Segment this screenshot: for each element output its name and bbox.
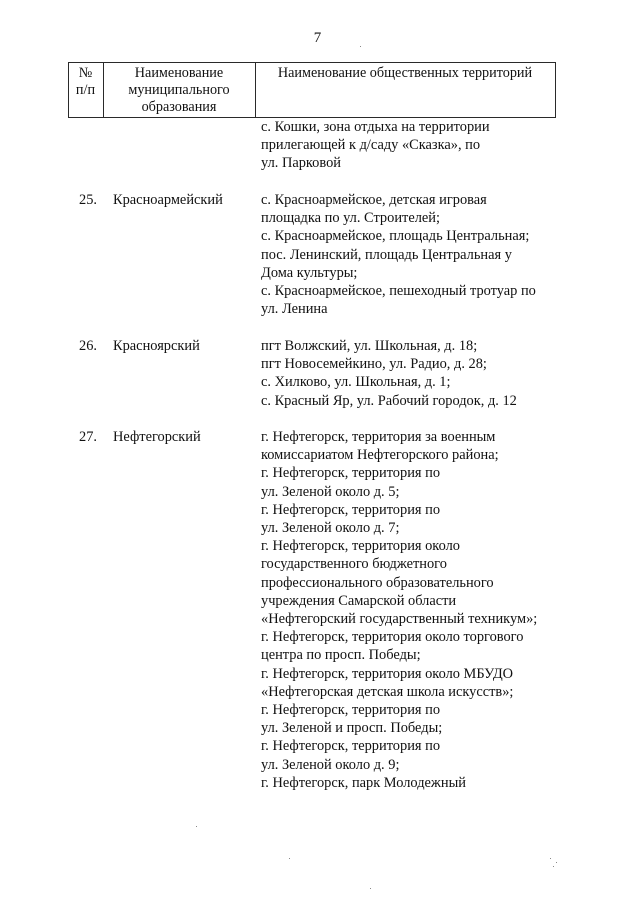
scan-speck	[553, 866, 554, 867]
header-col-number-line: №	[78, 65, 93, 81]
scan-speck	[556, 862, 557, 863]
header-col-municipality-line: муниципального	[128, 82, 230, 98]
territory-line: с. Хилково, ул. Школьная, д. 1;	[261, 374, 451, 391]
territory-line: с. Красноармейское, площадь Центральная;	[261, 228, 530, 245]
territory-line: пгт Волжский, ул. Школьная, д. 18;	[261, 338, 478, 354]
header-border-right	[555, 62, 556, 118]
territory-line: с. Красный Яр, ул. Рабочий городок, д. 12	[261, 392, 517, 409]
territory-line: ул. Зеленой и просп. Победы;	[261, 720, 443, 737]
territory-line: г. Нефтегорск, территория по	[261, 738, 441, 755]
header-col-municipality-line: образования	[141, 99, 217, 115]
territory-line: ул. Зеленой около д. 9;	[261, 756, 400, 773]
territory-line: прилегающей к д/саду «Сказка», по	[261, 137, 481, 154]
header-col-territories	[255, 65, 555, 82]
territory-line: «Нефтегорская детская школа искусств»;	[261, 683, 514, 700]
row-number: 25.	[79, 192, 97, 208]
territory-line: профессионального образовательного	[261, 574, 494, 591]
table-header	[68, 62, 556, 118]
territory-line: комиссариатом Нефтегорского района;	[261, 447, 499, 464]
row-municipality: Красноармейский	[113, 192, 223, 208]
territory-line: площадка по ул. Строителей;	[261, 210, 440, 227]
territory-line: пгт Новосемейкино, ул. Радио, д. 28;	[261, 356, 487, 373]
territory-line: ул. Зеленой около д. 5;	[261, 483, 400, 500]
header-col-municipality-line: Наименование	[134, 65, 224, 81]
header-col-municipality	[103, 65, 255, 116]
territory-line: г. Нефтегорск, территория по	[261, 702, 441, 719]
territory-line: г. Нефтегорск, территория за военным	[261, 429, 496, 445]
header-col-number-line: п/п	[75, 82, 96, 98]
row-municipality: Красноярский	[113, 338, 200, 354]
territory-line: с. Красноармейское, пешеходный тротуар по	[261, 283, 536, 300]
row-municipality: Нефтегорский	[113, 429, 201, 445]
row-territories	[261, 337, 561, 410]
territory-line: ул. Зеленой около д. 7;	[261, 520, 400, 537]
row-territories	[261, 428, 561, 792]
scan-speck	[370, 888, 371, 889]
territory-line: пос. Ленинский, площадь Центральная у	[261, 246, 512, 263]
page-number: 7	[313, 30, 322, 46]
territory-line: с. Кошки, зона отдыха на территории	[261, 119, 490, 135]
territory-line: г. Нефтегорск, территория по	[261, 501, 441, 518]
header-col-number	[68, 65, 103, 99]
territory-line: г. Нефтегорск, территория по	[261, 465, 441, 482]
row-territories	[261, 191, 561, 318]
territory-line: ул. Ленина	[261, 301, 328, 318]
territory-line: с. Красноармейское, детская игровая	[261, 192, 487, 208]
scan-speck	[550, 858, 551, 859]
territory-line: центра по просп. Победы;	[261, 647, 421, 664]
row-number: 26.	[79, 338, 97, 354]
territory-line: г. Нефтегорск, территория около	[261, 538, 460, 555]
territory-line: г. Нефтегорск, парк Молодежный	[261, 774, 466, 791]
scan-speck	[289, 858, 290, 859]
row-territories	[261, 118, 561, 173]
scan-speck	[196, 826, 197, 827]
territory-line: Дома культуры;	[261, 264, 358, 281]
territory-line: г. Нефтегорск, территория около МБУДО	[261, 665, 514, 682]
header-col-territories-line: Наименование общественных территорий	[277, 65, 533, 81]
territory-line: «Нефтегорский государственный техникум»;	[261, 611, 538, 628]
territory-line: ул. Парковой	[261, 155, 341, 172]
row-number: 27.	[79, 429, 97, 445]
territory-line: учреждения Самарской области	[261, 592, 457, 609]
header-top-border	[68, 62, 556, 63]
territory-line: государственного бюджетного	[261, 556, 447, 573]
scan-speck	[360, 46, 361, 47]
territory-line: г. Нефтегорск, территория около торгового	[261, 629, 524, 646]
